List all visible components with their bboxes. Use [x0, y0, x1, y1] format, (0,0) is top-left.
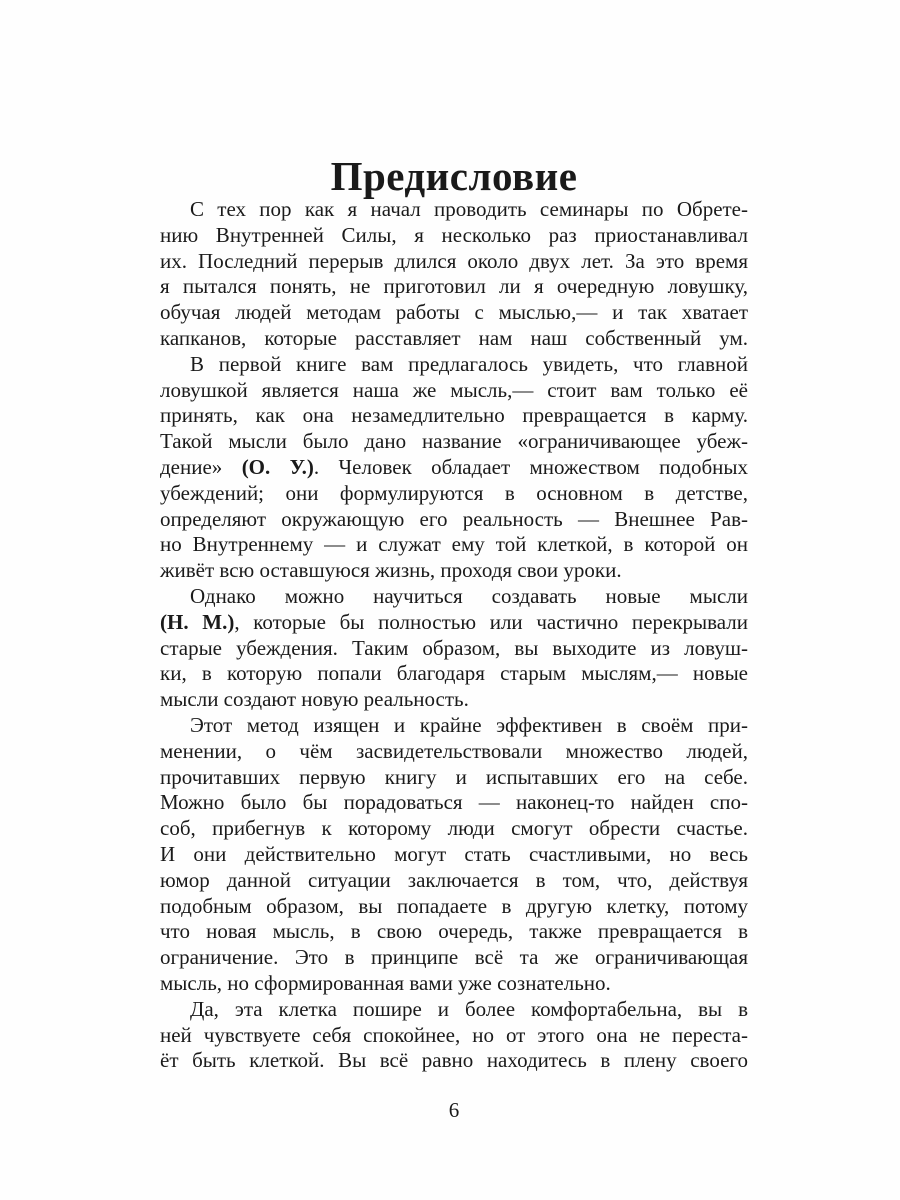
text-segment: определяют окружающую его реальность — Внешнее Рав-: [160, 506, 748, 531]
text-line: [160, 919, 748, 945]
text-segment: ограничение. Это в принципе всё та же ограничивающая: [160, 945, 748, 970]
chapter-title: Предисловие: [330, 153, 578, 200]
text-segment: прочитавших первую книгу и испытавших его на себе.: [160, 764, 748, 789]
text-line: [160, 481, 748, 507]
text-segment: ки, в которую попали благодаря старым мыслям,— новые: [160, 661, 748, 686]
text-segment: ловушкой является наша же мысль,— стоит вам только её: [160, 377, 748, 402]
text-line: [160, 403, 748, 429]
text-segment: Такой мысли было дано название «ограничивающее убеж-: [160, 429, 748, 454]
text-segment: Можно было бы порадоваться — наконец-то найден спо-: [160, 790, 748, 815]
text-segment: юмор данной ситуации заключается в том, что, действуя: [160, 867, 748, 892]
page-number: 6: [448, 1098, 460, 1122]
text-line: [160, 997, 748, 1023]
text-segment: Однако можно научиться создавать новые мысли: [190, 583, 748, 608]
text-segment: С тех пор как я начал проводить семинары по Обрете-: [190, 197, 748, 221]
text-line: [160, 249, 748, 275]
text-segment: старые убеждения. Таким образом, вы выходите из ловуш-: [160, 635, 748, 660]
text-line: [160, 352, 748, 378]
text-segment: соб, прибегнув к которому люди смогут обрести счастье.: [160, 816, 748, 841]
text-segment: мысль, но сформированная вами уже сознательно.: [160, 970, 611, 995]
text-segment: , которые бы полностью или частично перекрывали: [234, 609, 748, 634]
text-line: [160, 1023, 748, 1049]
text-segment: . Человек обладает множеством подобных: [313, 454, 748, 479]
text-line: [160, 1048, 748, 1074]
text-line: [160, 971, 748, 997]
text-segment: я пытался понять, не приготовил ли я очередную ловушку,: [160, 274, 748, 299]
text-line: [160, 713, 748, 739]
text-line: [160, 558, 748, 584]
text-line: [160, 300, 748, 326]
text-line: [160, 687, 748, 713]
text-segment: нию Внутренней Силы, я несколько раз приостанавливал: [160, 222, 748, 247]
text-segment: Да, эта клетка пошире и более комфортабельна, вы в: [190, 996, 748, 1021]
text-line: [160, 894, 748, 920]
text-segment: но Внутреннему — и служат ему той клеткой, в которой он: [160, 532, 748, 557]
text-line: [160, 868, 748, 894]
page-text: [160, 197, 748, 1074]
text-line: [160, 816, 748, 842]
text-line: [160, 842, 748, 868]
text-line: [160, 790, 748, 816]
text-segment: ёт быть клеткой. Вы всё равно находитесь в плену своего: [160, 1048, 748, 1073]
text-segment: дение»: [160, 454, 242, 479]
text-segment: мысли создают новую реальность.: [160, 687, 469, 712]
text-segment: убеждений; они формулируются в основном в детстве,: [160, 480, 748, 505]
text-segment: что новая мысль, в свою очередь, также превращается в: [160, 919, 748, 944]
text-line: [160, 274, 748, 300]
text-line: [160, 197, 748, 223]
text-line: [160, 532, 748, 558]
text-line: [160, 584, 748, 610]
text-segment: Этот метод изящен и крайне эффективен в своём при-: [190, 712, 748, 737]
abbreviation-bold: (Н. М.): [160, 609, 235, 634]
text-line: [160, 765, 748, 791]
abbreviation-bold: (О. У.): [241, 454, 314, 479]
text-line: [160, 610, 748, 636]
text-segment: менении, о чём засвидетельствовали множество людей,: [160, 738, 748, 763]
text-segment: обучая людей методам работы с мыслью,— и так хватает: [160, 300, 748, 325]
text-line: [160, 507, 748, 533]
text-line: [160, 636, 748, 662]
text-line: [160, 661, 748, 687]
text-segment: живёт всю оставшуюся жизнь, проходя свои уроки.: [160, 558, 622, 583]
text-segment: принять, как она незамедлительно превращается в карму.: [160, 403, 748, 428]
text-line: [160, 429, 748, 455]
text-line: [160, 378, 748, 404]
text-segment: их. Последний перерыв длился около двух лет. За это время: [160, 248, 748, 273]
text-segment: капканов, которые расставляет нам наш собственный ум.: [160, 325, 748, 350]
text-line: [160, 223, 748, 249]
text-line: [160, 455, 748, 481]
text-line: [160, 739, 748, 765]
text-segment: В первой книге вам предлагалось увидеть, что главной: [190, 351, 748, 376]
text-segment: И они действительно могут стать счастливыми, но весь: [160, 841, 748, 866]
text-segment: подобным образом, вы попадаете в другую клетку, потому: [160, 893, 748, 918]
text-line: [160, 326, 748, 352]
text-line: [160, 945, 748, 971]
text-segment: ней чувствуете себя спокойнее, но от этого она не переста-: [160, 1022, 748, 1047]
